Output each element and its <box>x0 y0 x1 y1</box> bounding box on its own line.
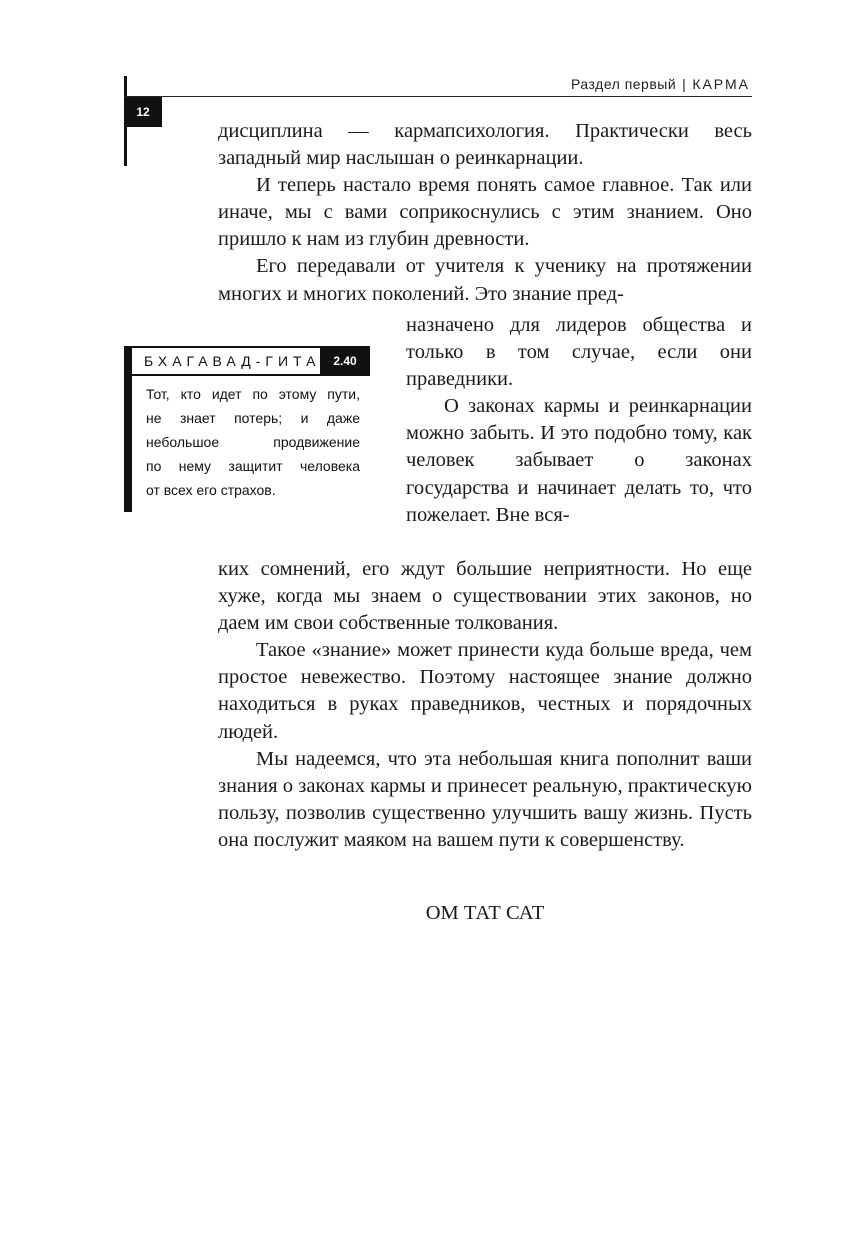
paragraph: Его передавали от учителя к ученику на протяжении многих и многих поколений. Это знание пред- <box>218 255 752 305</box>
header-separator: | <box>682 76 687 92</box>
chapter-title: КАРМА <box>692 76 750 92</box>
running-head <box>571 76 750 92</box>
body-text-top <box>218 118 752 308</box>
paragraph: ких сомнений, его ждут большие неприятности. Но еще хуже, когда мы знаем о существовании этих законов, но даем им свои собственные толкования. <box>218 558 752 635</box>
quote-sidebar-bar <box>124 346 132 512</box>
quote-line: не знает потерь; и даже <box>146 410 360 426</box>
paragraph: Такое «знание» может принести куда больше вреда, чем простое невежество. Поэтому настоящее знание должно находиться в руках праведников, честных и порядочных людей. <box>218 639 752 743</box>
paragraph: дисциплина — кармапсихология. Практически весь западный мир наслышан о реинкарнации. <box>218 120 752 170</box>
quote-line: от всех его страхов. <box>146 482 276 498</box>
quote-source-title: БХАГАВАД-ГИТА <box>144 353 321 369</box>
quote-text <box>146 382 360 502</box>
body-text-narrow <box>406 312 752 529</box>
paragraph: И теперь настало время понять самое главное. Так или иначе, мы с вами соприкоснулись с этим знанием. Оно пришло к нам из глубин древности. <box>218 174 752 251</box>
page-number: 12 <box>124 97 162 127</box>
closing-mantra: ОМ ТАТ САТ <box>425 902 545 924</box>
section-title: Раздел первый <box>571 76 677 92</box>
paragraph: назначено для лидеров общества и только в том случае, если они праведники. <box>406 314 752 391</box>
quote-header <box>132 346 370 376</box>
paragraph: О законах кармы и реинкарнации можно забыть. И это подобно тому, как человек забывает о законах государства и начинает делать то, что пожелает. Вне вся- <box>406 395 752 526</box>
quote-line: по нему защитит человека <box>146 458 360 474</box>
quote-verse-number: 2.40 <box>320 346 370 376</box>
quote-line: небольшое продвижение <box>146 434 360 450</box>
header-rule <box>124 96 752 97</box>
body-text-bottom <box>218 556 752 854</box>
paragraph: Мы надеемся, что эта небольшая книга пополнит ваши знания о законах кармы и принесет реальную, практическую пользу, позволив существенно улучшить вашу жизнь. Пусть она послужит маяком на вашем пути к совершенству. <box>218 747 752 851</box>
quote-line: Тот, кто идет по этому пути, <box>146 386 360 402</box>
